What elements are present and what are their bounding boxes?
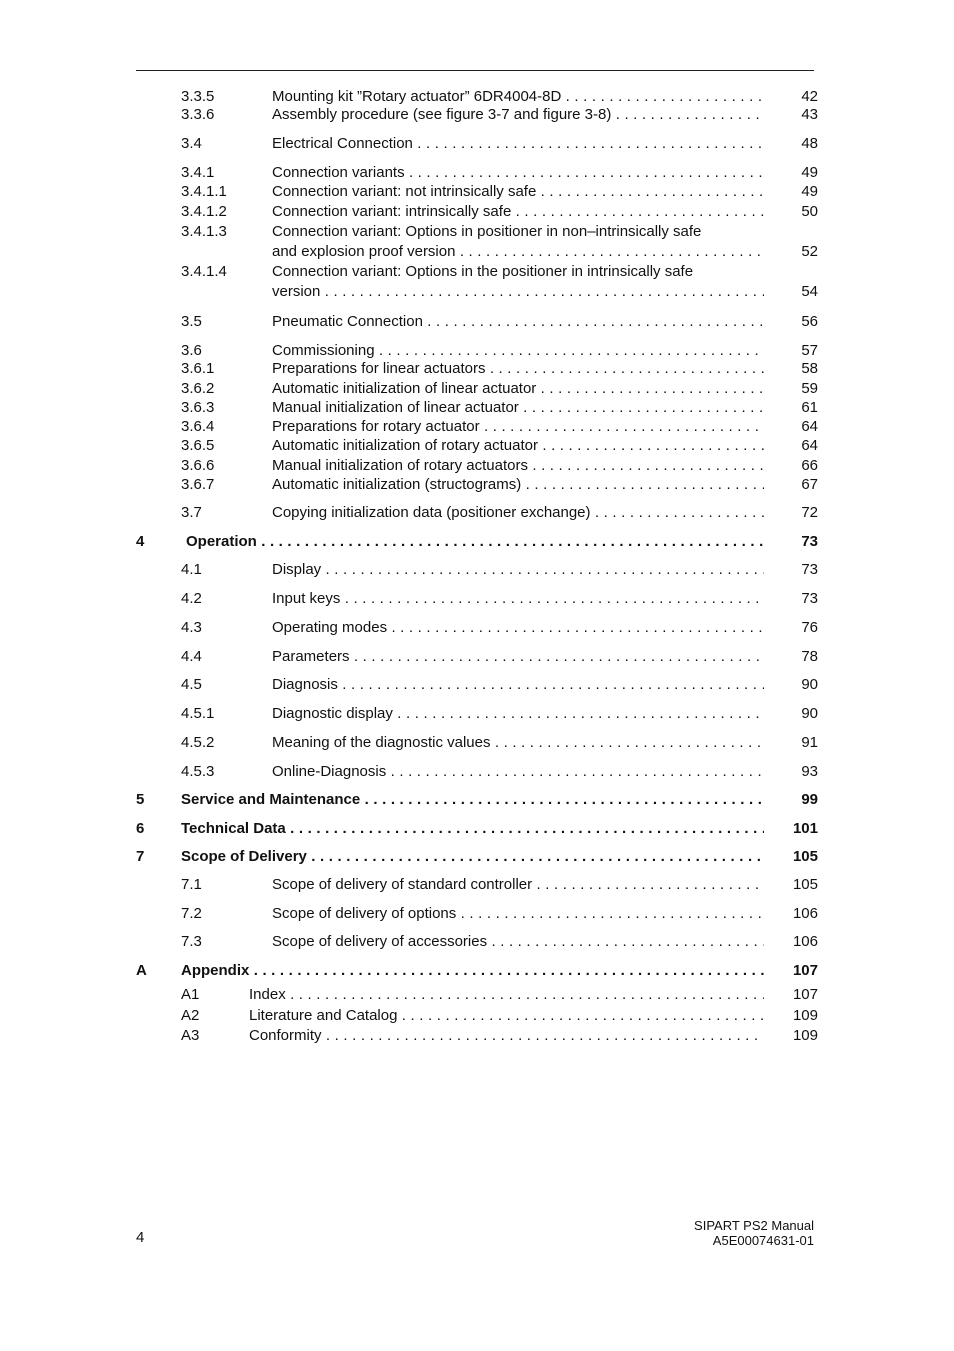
- toc-chapter[interactable]: [0, 819, 954, 839]
- toc-section-number: A3: [181, 1027, 200, 1044]
- toc-entry[interactable]: [0, 675, 954, 695]
- toc-chapter-number: 5: [136, 791, 145, 808]
- toc-entry[interactable]: [0, 417, 954, 437]
- toc-entry[interactable]: [0, 87, 954, 107]
- toc-section-number: 3.6.3: [181, 399, 215, 416]
- toc-section-number: 4.4: [181, 648, 202, 665]
- toc-entry[interactable]: [0, 932, 954, 952]
- toc-entry[interactable]: [0, 398, 954, 418]
- toc-page-number: 78: [801, 648, 818, 665]
- toc-section-number: 3.6: [181, 342, 202, 359]
- toc-page-number: 48: [801, 135, 818, 152]
- toc-section-number: 3.6.4: [181, 418, 215, 435]
- toc-page-number: 58: [801, 360, 818, 377]
- toc-section-number: 4.5.2: [181, 734, 215, 751]
- toc-section-number: 3.4.1.4: [181, 263, 227, 280]
- toc-entry[interactable]: [0, 560, 954, 580]
- toc-title: Manual initialization of linear actuator . . .: [272, 398, 764, 418]
- toc-title: Meaning of the diagnostic values . . .: [272, 733, 764, 753]
- toc-chapter-number: A: [136, 962, 147, 979]
- toc-title: Connection variant: intrinsically safe . . .: [272, 202, 764, 222]
- toc-entry[interactable]: [0, 456, 954, 476]
- toc-entry-continuation[interactable]: [0, 242, 954, 262]
- toc-title: Operating modes . . .: [272, 618, 764, 638]
- toc-title: Scope of delivery of standard controller . . .: [272, 875, 764, 895]
- footer-document-id: A5E00074631-01: [712, 1233, 814, 1248]
- toc-page-number: 105: [792, 848, 818, 865]
- toc-title: Mounting kit ”Rotary actuator” 6DR4004-8D . . .: [272, 87, 764, 107]
- toc-entry[interactable]: [0, 647, 954, 667]
- toc-title: Automatic initialization of linear actuator . . .: [272, 379, 764, 399]
- toc-page-number: 76: [801, 619, 818, 636]
- toc-entry[interactable]: [0, 503, 954, 523]
- toc-title: Commissioning . . .: [272, 341, 764, 361]
- toc-chapter-title: Technical Data . . .: [181, 819, 764, 839]
- toc-page-number: 91: [801, 734, 818, 751]
- toc-section-number: 4.1: [181, 561, 202, 578]
- toc-page-number: 64: [801, 437, 818, 454]
- toc-entry[interactable]: [0, 704, 954, 724]
- toc-section-number: 3.3.6: [181, 106, 215, 123]
- toc-section-number: 4.5.3: [181, 763, 215, 780]
- toc-page-number: 43: [801, 106, 818, 123]
- toc-section-number: 4.5.1: [181, 705, 215, 722]
- toc-title: Automatic initialization of rotary actuator . . .: [272, 436, 764, 456]
- toc-chapter-title: Operation . . .: [186, 532, 764, 552]
- toc-entry[interactable]: [0, 312, 954, 332]
- page-number: 4: [136, 1229, 145, 1246]
- toc-page-number: 67: [801, 476, 818, 493]
- toc-page-number: 90: [801, 705, 818, 722]
- toc-page-number: 49: [801, 164, 818, 181]
- toc-entry[interactable]: [0, 733, 954, 753]
- toc-section-number: 3.6.5: [181, 437, 215, 454]
- toc-page-number: 42: [801, 88, 818, 105]
- toc-page-number: 73: [801, 561, 818, 578]
- toc-title: Preparations for linear actuators . . .: [272, 359, 764, 379]
- toc-page-number: 109: [792, 1007, 818, 1024]
- toc-page-number: 93: [801, 763, 818, 780]
- toc-chapter[interactable]: [0, 961, 954, 981]
- toc-title: Conformity . . .: [249, 1026, 764, 1046]
- toc-page-number: 50: [801, 203, 818, 220]
- toc-chapter-number: 6: [136, 820, 145, 837]
- toc-page-number: 73: [801, 533, 818, 550]
- toc-chapter-number: 4: [136, 533, 145, 550]
- toc-title: Input keys . . .: [272, 589, 764, 609]
- toc-entry[interactable]: [0, 182, 954, 202]
- toc-title: Connection variants . . .: [272, 163, 764, 183]
- toc-title: Online-Diagnosis . . .: [272, 762, 764, 782]
- toc-section-number: 3.6.2: [181, 380, 215, 397]
- toc-chapter-title: Service and Maintenance . . .: [181, 790, 764, 810]
- toc-section-number: 4.5: [181, 676, 202, 693]
- toc-page-number: 107: [792, 962, 818, 979]
- toc-entry[interactable]: [0, 262, 954, 282]
- toc-page-number: 99: [801, 791, 818, 808]
- toc-title: Scope of delivery of options . . .: [272, 904, 764, 924]
- toc-chapter[interactable]: [0, 847, 954, 867]
- toc-title: Display . . .: [272, 560, 764, 580]
- toc-title: Copying initialization data (positioner exchange) . . .: [272, 503, 764, 523]
- toc-entry[interactable]: [0, 618, 954, 638]
- toc-title: Assembly procedure (see figure 3-7 and figure 3-8) . . .: [272, 105, 764, 125]
- footer-manual-title: SIPART PS2 Manual: [694, 1218, 814, 1233]
- toc-page-number: 101: [792, 820, 818, 837]
- toc-title: Diagnostic display . . .: [272, 704, 764, 724]
- toc-section-number: 3.6.7: [181, 476, 215, 493]
- toc-entry[interactable]: [0, 163, 954, 183]
- toc-chapter[interactable]: [0, 790, 954, 810]
- toc-section-number: A2: [181, 1007, 200, 1024]
- toc-title: Literature and Catalog . . .: [249, 1006, 764, 1026]
- toc-title: Parameters . . .: [272, 647, 764, 667]
- toc-page-number: 64: [801, 418, 818, 435]
- toc-section-number: 3.5: [181, 313, 202, 330]
- toc-title: and explosion proof version . . .: [272, 242, 764, 262]
- toc-entry[interactable]: [0, 134, 954, 154]
- toc-section-number: 3.4.1.3: [181, 223, 227, 240]
- toc-page-number: 59: [801, 380, 818, 397]
- toc-section-number: 7.3: [181, 933, 202, 950]
- toc-page-number: 54: [801, 283, 818, 300]
- toc-section-number: 7.1: [181, 876, 202, 893]
- toc-page-number: 57: [801, 342, 818, 359]
- toc-section-number: 3.6.1: [181, 360, 215, 377]
- toc-section-number: 7.2: [181, 905, 202, 922]
- toc-title: Diagnosis . . .: [272, 675, 764, 695]
- toc-entry-continuation[interactable]: [0, 282, 954, 302]
- toc-title: Preparations for rotary actuator . . .: [272, 417, 764, 437]
- toc-entry[interactable]: [0, 436, 954, 456]
- toc-page-number: 52: [801, 243, 818, 260]
- toc-entry[interactable]: [0, 875, 954, 895]
- toc-page-number: 107: [792, 986, 818, 1003]
- toc-section-number: 3.4.1.2: [181, 203, 227, 220]
- toc-title: Index . . .: [249, 985, 764, 1005]
- toc-title: Connection variant: Options in positioner in non–intrinsically safe: [272, 223, 702, 240]
- toc-title: Electrical Connection . . .: [272, 134, 764, 154]
- toc-entry[interactable]: [0, 904, 954, 924]
- toc-entry[interactable]: [0, 475, 954, 495]
- toc-page-number: 56: [801, 313, 818, 330]
- toc-title: Connection variant: Options in the positioner in intrinsically safe: [272, 263, 694, 280]
- toc-page-number: 105: [792, 876, 818, 893]
- toc-entry[interactable]: [0, 1006, 954, 1026]
- toc-chapter-number: 7: [136, 848, 145, 865]
- toc-page-number: 106: [792, 933, 818, 950]
- toc-entry[interactable]: [0, 341, 954, 361]
- toc-entry[interactable]: [0, 762, 954, 782]
- toc-section-number: 4.2: [181, 590, 202, 607]
- toc-entry[interactable]: [0, 985, 954, 1005]
- toc-entry[interactable]: [0, 589, 954, 609]
- toc-title: Scope of delivery of accessories . . .: [272, 932, 764, 952]
- toc-title: Connection variant: not intrinsically safe . . .: [272, 182, 764, 202]
- toc-page-number: 61: [801, 399, 818, 416]
- toc-entry[interactable]: [0, 359, 954, 379]
- toc-page-number: 66: [801, 457, 818, 474]
- toc-chapter[interactable]: [0, 532, 954, 552]
- toc-section-number: 4.3: [181, 619, 202, 636]
- toc-section-number: 3.4: [181, 135, 202, 152]
- toc-section-number: 3.4.1: [181, 164, 215, 181]
- toc-entry[interactable]: [0, 105, 954, 125]
- toc-page-number: 109: [792, 1027, 818, 1044]
- toc-entry[interactable]: [0, 1026, 954, 1046]
- toc-section-number: 3.4.1.1: [181, 183, 227, 200]
- toc-section-number: 3.3.5: [181, 88, 215, 105]
- toc-section-number: 3.6.6: [181, 457, 215, 474]
- toc-chapter-title: Appendix . . .: [181, 961, 764, 981]
- toc-entry[interactable]: [0, 379, 954, 399]
- toc-title: Automatic initialization (structograms) . . .: [272, 475, 764, 495]
- footer: [694, 1218, 814, 1248]
- toc-page-number: 90: [801, 676, 818, 693]
- toc-page-number: 49: [801, 183, 818, 200]
- toc-title: version . . .: [272, 282, 764, 302]
- toc-page-number: 72: [801, 504, 818, 521]
- toc-chapter-title: Scope of Delivery . . .: [181, 847, 764, 867]
- toc-page-number: 106: [792, 905, 818, 922]
- toc-section-number: A1: [181, 986, 200, 1003]
- toc-entry[interactable]: [0, 202, 954, 222]
- toc-title: Pneumatic Connection . . .: [272, 312, 764, 332]
- toc-entry[interactable]: [0, 222, 954, 242]
- toc-section-number: 3.7: [181, 504, 202, 521]
- toc-page-number: 73: [801, 590, 818, 607]
- toc-title: Manual initialization of rotary actuators . . .: [272, 456, 764, 476]
